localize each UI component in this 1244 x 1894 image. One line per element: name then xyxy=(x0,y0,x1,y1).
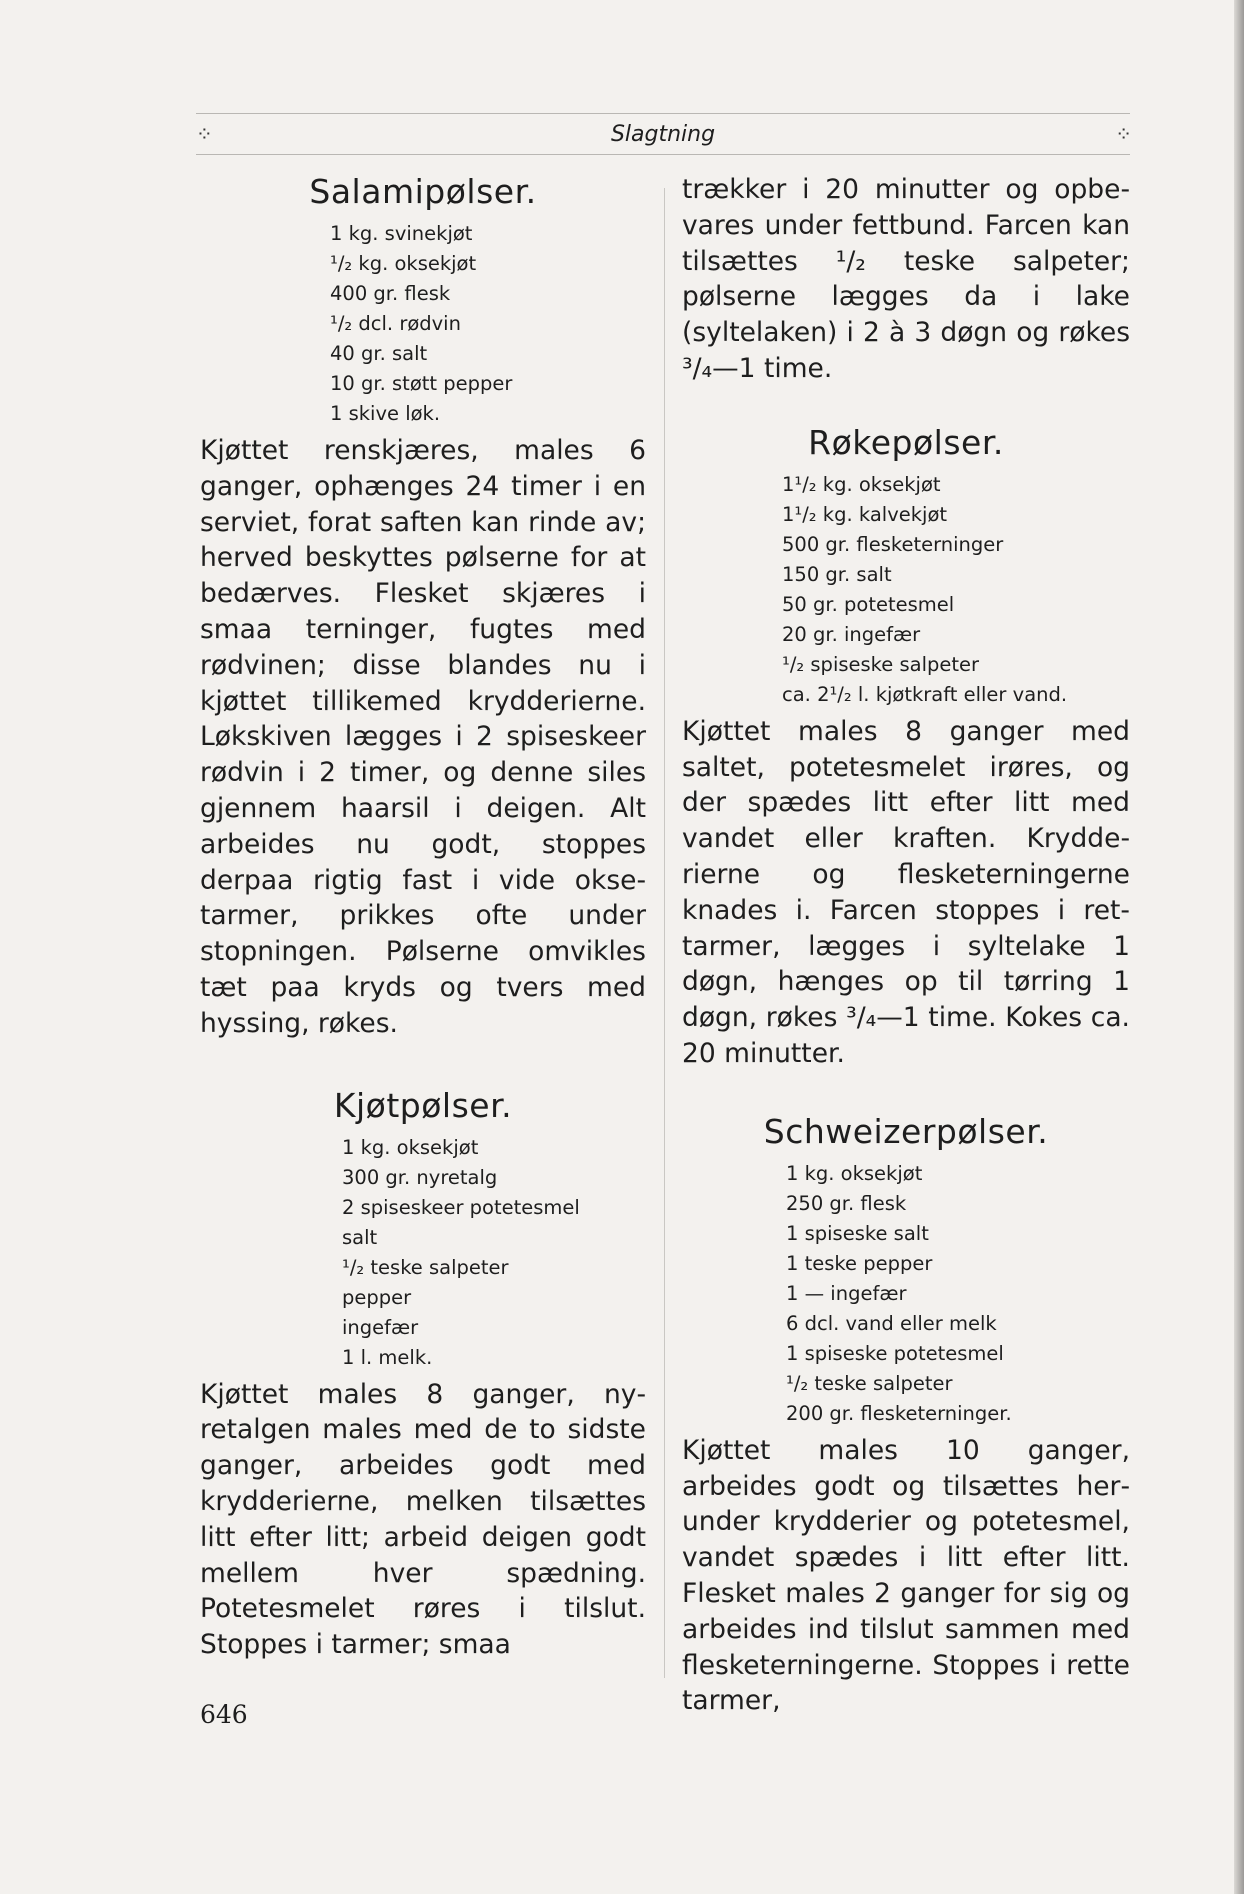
ingredient-item: 1 kg. oksekjøt xyxy=(786,1161,923,1185)
recipe-title: Kjøtpølser. xyxy=(333,1085,513,1125)
running-head xyxy=(196,113,1130,155)
ingredient-item: 6 dcl. vand eller melk xyxy=(786,1311,997,1335)
recipe-title: Salamipølser. xyxy=(309,172,537,211)
ornament-right-icon: ⁘ xyxy=(1115,122,1130,146)
ingredient-item: 1 kg. oksekjøt xyxy=(342,1135,479,1159)
ingredient-list xyxy=(342,1133,646,1373)
ornament-left-icon: ⁘ xyxy=(196,122,211,146)
ingredient-item: ¹/₂ kg. oksekjøt xyxy=(330,252,477,275)
ingredient-item: ¹/₂ teske salpeter xyxy=(342,1255,509,1279)
recipe-title: Schweizerpølser. xyxy=(763,1111,1049,1151)
ingredient-list xyxy=(786,1159,1130,1429)
recipe-kjotpolser xyxy=(200,1086,646,1663)
recipe-instructions: Kjøttet renskjæres, males 6 ganger, ophænges 24 timer i en serviet, forat saften kan rinde av; herved beskyttes pølserne for at bedærves. Flesket skjæres i smaa terninger, fugtes med rødvinen; disse blandes nu i kjøttet tillikemed krydderierne. Løkskiven lægges i 2 spiseskeer rødvin i 2 timer, og denne siles gjennem haarsil i deigen. Alt arbeides nu godt, stoppes derpaa rigtig fast i vide oksetarmer, prikkes ofte under stopningen. Pølserne omvikles tæt paa kryds og tvers med hyssing, røkes. xyxy=(200,435,646,1039)
recipe-schweizerpolser xyxy=(682,1112,1130,1719)
column-divider xyxy=(664,188,665,1678)
recipe-title: Røkepølser. xyxy=(808,422,1004,462)
continued-instructions: trækker i 20 minutter og opbevares under fettbund. Farcen kan tilsættes ¹/₂ teske salpeter; pølserne lægges da i lake (syltelaken) i 2 à 3 døgn og røkes ³/₄—1 time. xyxy=(682,174,1130,384)
recipe-instructions: Kjøttet males 10 ganger, arbeides godt og tilsættes herunder krydderier og potetesmel, vandet spædes i litt efter litt. Flesket males 2 ganger for sig og arbeides ind tilslut sammen med flesketerningerne. Stoppes i rette tarmer, xyxy=(682,1434,1130,1717)
ingredient-item: 150 gr. salt xyxy=(782,562,892,586)
recipe-instructions: Kjøttet males 8 ganger, nyretalgen males med de to sidste ganger, arbeides godt med krydderierne, melken tilsættes litt efter litt; arbeid deigen godt mellem hver spædning. Potetesmelet røres i tilslut. Stoppes i tarmer; smaa xyxy=(200,1378,646,1661)
ingredient-item: 1 — ingefær xyxy=(786,1281,907,1305)
ingredient-item: 50 gr. potetesmel xyxy=(782,592,955,616)
recipe-rokepolser xyxy=(682,423,1130,1072)
ingredient-item: 40 gr. salt xyxy=(330,342,428,365)
ingredient-item: 1 spiseske potetesmel xyxy=(786,1341,1004,1365)
ingredient-item: 1 l. melk. xyxy=(342,1345,433,1369)
page-edge-shadow xyxy=(1234,0,1244,1894)
ingredient-item: 500 gr. flesketerninger xyxy=(782,532,1004,556)
left-column xyxy=(200,172,646,1663)
ingredient-item: pepper xyxy=(342,1285,412,1309)
ingredient-list xyxy=(782,470,1130,710)
right-column xyxy=(682,172,1130,1719)
ingredient-item: 2 spiseskeer potetesmel xyxy=(342,1195,580,1219)
ingredient-item: 1 teske pepper xyxy=(786,1251,933,1275)
ingredient-item: ¹/₂ teske salpeter xyxy=(786,1371,953,1395)
ingredient-item: ca. 2¹/₂ l. kjøtkraft eller vand. xyxy=(782,682,1068,706)
ingredient-item: 20 gr. ingefær xyxy=(782,622,921,646)
page-number: 646 xyxy=(200,1700,248,1729)
ingredient-item: 200 gr. flesketerninger. xyxy=(786,1401,1012,1425)
ingredient-item: 1 skive løk. xyxy=(330,402,441,425)
ingredient-item: ¹/₂ spiseske salpeter xyxy=(782,652,980,676)
ingredient-item: ¹/₂ dcl. rødvin xyxy=(330,312,461,335)
ingredient-list xyxy=(330,219,646,429)
ingredient-item: 10 gr. støtt pepper xyxy=(330,372,513,395)
ingredient-item: 300 gr. nyretalg xyxy=(342,1165,498,1189)
ingredient-item: 1¹/₂ kg. oksekjøt xyxy=(782,472,941,496)
ingredient-item: salt xyxy=(342,1225,378,1249)
ingredient-item: 1¹/₂ kg. kalvekjøt xyxy=(782,502,948,526)
ingredient-item: 1 kg. svinekjøt xyxy=(330,222,473,245)
ingredient-item: 250 gr. flesk xyxy=(786,1191,907,1215)
ingredient-item: 1 spiseske salt xyxy=(786,1221,929,1245)
ingredient-item: ingefær xyxy=(342,1315,419,1339)
recipe-instructions: Kjøttet males 8 ganger med saltet, potetesmelet irøres, og der spædes litt efter litt med vandet eller kraften. Krydderierne og flesketerningerne knades i. Farcen stoppes i ret-tarmer, lægges i syltelake 1 døgn, hænges op til tørring 1 døgn, røkes ³/₄—1 time. Kokes ca. 20 minutter. xyxy=(682,715,1130,1069)
running-head-title: Slagtning xyxy=(610,121,716,147)
ingredient-item: 400 gr. flesk xyxy=(330,282,451,305)
recipe-salamipolser xyxy=(200,172,646,1042)
